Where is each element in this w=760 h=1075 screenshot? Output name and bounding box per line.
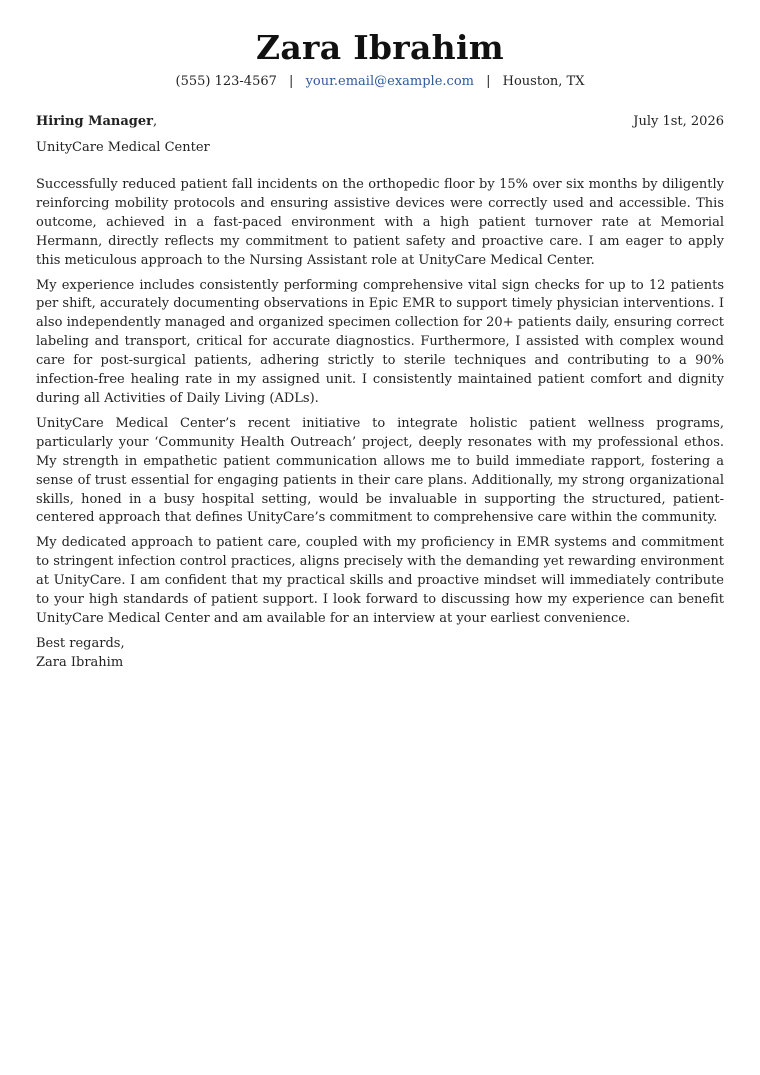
phone-number: (555) 123-4567 xyxy=(175,74,277,89)
recipient-title: Hiring Manager xyxy=(36,114,153,129)
recipient-organization: UnityCare Medical Center xyxy=(36,140,210,155)
letter-date: July 1st, 2026 xyxy=(633,114,724,129)
email-link[interactable]: your.email@example.com xyxy=(305,74,474,89)
closing-salutation: Best regards, xyxy=(36,635,125,651)
closing-block xyxy=(36,635,724,673)
body-paragraph-3: UnityCare Medical Center’s recent initiative to integrate holistic patient wellness programs, particularly your ‘Community Health Outreach’ project, deeply resonates with my professional ethos. My strength in empathetic patient communication allows me to build immediate rapport, fostering a sense of trust essential for engaging patients in their care plans. Additionally, my strong organizational skills, honed in a busy hospital setting, would be invaluable in supporting the structured, patient-centered approach that defines UnityCare’s commitment to comprehensive care within the community. xyxy=(36,415,724,526)
body-paragraph-2: My experience includes consistently performing comprehensive vital sign checks for up to 12 patients per shift, accurately documenting observations in Epic EMR to support timely physician interventions. I also independently managed and organized specimen collection for 20+ patients daily, ensuring correct labeling and transport, critical for accurate diagnostics. Furthermore, I assisted with complex wound care for post-surgical patients, adhering strictly to sterile techniques and contributing to a 90% infection-free healing rate in my assigned unit. I consistently maintained patient comfort and dignity during all Activities of Daily Living (ADLs). xyxy=(36,277,724,406)
applicant-name: Zara Ibrahim xyxy=(255,28,505,67)
letter-body xyxy=(36,176,724,629)
location: Houston, TX xyxy=(502,74,585,89)
contact-separator: | xyxy=(486,74,491,89)
body-paragraph-4: My dedicated approach to patient care, coupled with my proficiency in EMR systems and commitment to stringent infection control practices, aligns precisely with the demanding yet rewarding environment at UnityCare. I am confident that my practical skills and proactive mindset will immediately contribute to your high standards of patient support. I look forward to discussing how my experience can benefit UnityCare Medical Center and am available for an interview at your earliest convenience. xyxy=(36,535,724,626)
signature-name: Zara Ibrahim xyxy=(36,654,124,670)
contact-line xyxy=(36,72,724,92)
body-paragraph-1: Successfully reduced patient fall incidents on the orthopedic floor by 15% over six months by diligently reinforcing mobility protocols and ensuring assistive devices were correctly used and accessible. This outcome, achieved in a fast-paced environment with a high patient turnover rate at Memorial Hermann, directly reflects my commitment to patient safety and proactive care. I am eager to apply this meticulous approach to the Nursing Assistant role at UnityCare Medical Center. xyxy=(36,177,724,268)
recipient xyxy=(36,112,157,132)
contact-separator: | xyxy=(289,74,294,89)
recipient-suffix: , xyxy=(152,114,158,129)
recipient-date-row xyxy=(36,112,724,132)
